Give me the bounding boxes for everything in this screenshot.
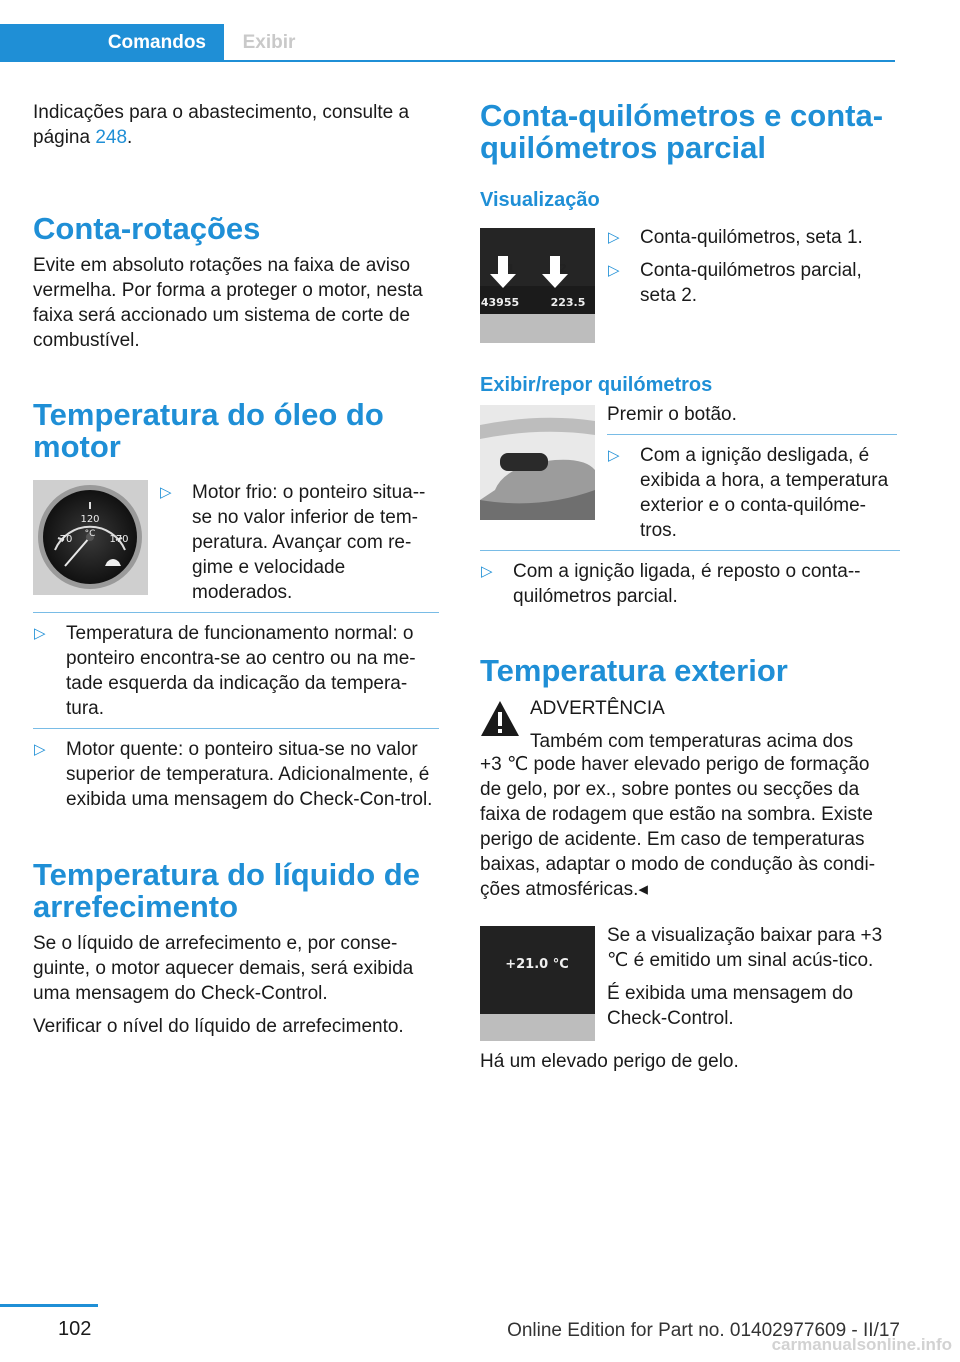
intro-end: . bbox=[127, 127, 133, 148]
triangle-right-icon: ▷ bbox=[34, 625, 46, 642]
list-item: ▷ Com a ignição desligada, é exibida a hora, a temperatura exterior e o conta-quilóme-tros. bbox=[608, 445, 889, 541]
gauge-unit-label: °C bbox=[84, 529, 96, 539]
gauge-low-label: 70 bbox=[59, 534, 73, 545]
odometer-display-icon bbox=[480, 228, 595, 343]
gauge-mid-label: 120 bbox=[80, 514, 100, 525]
press-button-text: Premir o botão. bbox=[607, 404, 737, 425]
arrow-2-label: 2 bbox=[559, 262, 567, 275]
triangle-right-icon: ▷ bbox=[608, 447, 620, 464]
oil-temp-gauge-icon bbox=[33, 480, 148, 595]
outside-temp-value: +21.0 °C bbox=[505, 957, 569, 972]
divider bbox=[607, 434, 897, 435]
oil-temp-list-3 bbox=[33, 737, 439, 812]
list-item: ▷ Temperatura de funcionamento normal: o ponteiro encontra-se ao centro ou na me-tade esquerda da indicação da tempera-tura. bbox=[34, 623, 416, 719]
tab-exibir[interactable]: Exibir bbox=[224, 24, 314, 60]
watermark: carmanualsonline.info bbox=[771, 1335, 952, 1354]
outside-temp-text-1: Se a visualização baixar para +3 ℃ é emitido um sinal acús-tico. bbox=[607, 925, 883, 971]
edition-text: Online Edition for Part no. 01402977609 - II/17 bbox=[507, 1320, 900, 1341]
section-title-conta-quilometros: Conta-quilómetros e conta-quilómetros parcial bbox=[480, 98, 884, 165]
section-title-liquido-arrefecimento: Temperatura do líquido de arrefecimento bbox=[33, 857, 420, 924]
subtitle-visualizacao: Visualização bbox=[480, 189, 600, 211]
outside-temp-row bbox=[480, 926, 900, 1041]
liquido-text-2: Verificar o nível do líquido de arrefecimento. bbox=[33, 1016, 404, 1037]
reset-list-1 bbox=[607, 443, 897, 543]
warning-text-first: Também com temperaturas acima dos bbox=[530, 731, 854, 752]
triangle-right-icon: ▷ bbox=[481, 563, 493, 580]
oil-temp-row bbox=[33, 480, 439, 605]
reset-button-image bbox=[480, 405, 595, 520]
outside-temp-display-icon bbox=[480, 926, 595, 1041]
divider bbox=[33, 612, 439, 613]
page-link-248[interactable]: 248 bbox=[95, 127, 128, 148]
subtitle-exibir-repor: Exibir/repor quilómetros bbox=[480, 374, 713, 396]
odometer-total-value: 43955 bbox=[480, 296, 520, 309]
left-column bbox=[33, 100, 439, 1039]
list-item: ▷ Motor quente: o ponteiro situa-se no valor superior de temperatura. Adicionalmente, é exibida uma mensagem do Check-Con-trol. bbox=[34, 739, 433, 810]
odometer-row bbox=[480, 228, 900, 343]
outside-temp-text-2: É exibida uma mensagem do Check-Control. bbox=[607, 983, 854, 1029]
oil-temp-gauge-image bbox=[33, 480, 148, 595]
conta-rotacoes-text: Evite em absoluto rotações na faixa de aviso vermelha. Por forma a proteger o motor, nesta faixa será accionado um sistema de corte de combustível. bbox=[33, 255, 423, 351]
triangle-right-icon: ▷ bbox=[160, 484, 172, 501]
header-rule bbox=[0, 60, 895, 62]
list-item: ▷ Motor frio: o ponteiro situa--se no valor inferior de tem-peratura. Avançar com re-gime e velocidade moderados. bbox=[160, 482, 426, 603]
header-tabbar bbox=[0, 24, 895, 62]
list-item: ▷ Conta-quilómetros, seta 1. bbox=[608, 227, 863, 248]
gauge-high-label: 170 bbox=[109, 534, 129, 545]
liquido-text-1: Se o líquido de arrefecimento e, por conse-guinte, o motor aquecer demais, será exibida uma mensagem do Check-Control. bbox=[33, 933, 414, 1004]
section-title-temperatura-oleo: Temperatura do óleo do motor bbox=[33, 397, 384, 464]
triangle-right-icon: ▷ bbox=[608, 262, 620, 279]
oil-temp-list-2 bbox=[33, 621, 439, 721]
triangle-right-icon: ▷ bbox=[608, 229, 620, 246]
arrow-1-label: 1 bbox=[507, 262, 515, 275]
tab-comandos[interactable]: Comandos bbox=[0, 24, 224, 62]
oil-temp-list-1 bbox=[159, 480, 439, 605]
reset-button-row bbox=[480, 405, 900, 543]
outside-temp-display-image bbox=[480, 926, 595, 1041]
list-item: ▷ Com a ignição ligada, é reposto o conta--quilómetros parcial. bbox=[481, 561, 861, 607]
page-number: 102 bbox=[58, 1318, 92, 1340]
intro-paragraph bbox=[33, 100, 433, 150]
warning-label: ADVERTÊNCIA bbox=[530, 698, 665, 719]
section-title-temperatura-exterior: Temperatura exterior bbox=[480, 653, 788, 688]
odometer-trip-value: 223.5 bbox=[550, 296, 586, 309]
section-title-conta-rotacoes: Conta-rotações bbox=[33, 211, 261, 246]
divider bbox=[480, 550, 900, 551]
warning-text-rest: +3 ℃ pode haver elevado perigo de formação de gelo, por ex., sobre pontes ou secções da faixa de rodagem que estão na sombra. Existe perigo de acidente. Em caso de temperaturas baixas, adaptar o modo de condução às condi-ções atmosféricas.◂ bbox=[480, 754, 876, 900]
page-number-rule bbox=[0, 1304, 98, 1307]
odometer-list bbox=[607, 225, 897, 308]
right-column bbox=[480, 100, 900, 1074]
reset-list-2 bbox=[480, 559, 900, 609]
triangle-right-icon: ▷ bbox=[34, 741, 46, 758]
warning-triangle-icon bbox=[480, 699, 520, 743]
odometer-display-image bbox=[480, 228, 595, 343]
divider bbox=[33, 728, 439, 729]
list-item: ▷ Conta-quilómetros parcial, seta 2. bbox=[608, 260, 862, 306]
outside-temp-text-3: Há um elevado perigo de gelo. bbox=[480, 1051, 739, 1072]
warning-row bbox=[480, 699, 900, 754]
intro-text: Indicações para o abastecimento, consulte a página bbox=[33, 102, 410, 148]
trip-reset-button-icon bbox=[480, 405, 595, 520]
